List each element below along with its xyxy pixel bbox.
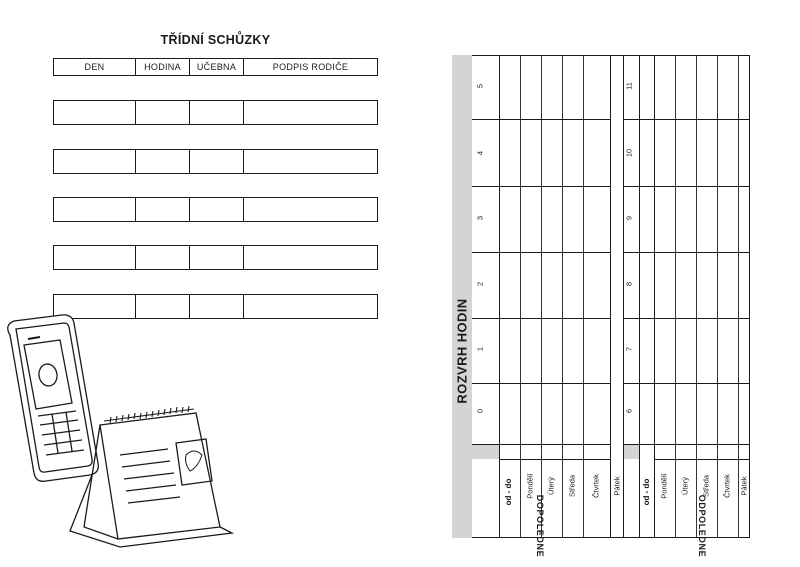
meetings-cell-hour[interactable] (136, 246, 190, 269)
meetings-cell-signature[interactable] (244, 101, 377, 124)
meetings-entry-row[interactable] (53, 197, 378, 222)
timetable-grid (472, 55, 750, 558)
afternoon-day-wednesday: Středa (701, 474, 711, 498)
morning-day-thursday: Čtvrtek (591, 474, 601, 498)
morning-period-4: 4 (475, 150, 485, 156)
afternoon-day-monday: Pondělí (659, 473, 669, 499)
meetings-col-parent-signature: PODPIS RODIČE (272, 62, 349, 72)
morning-day-friday: Pátek (612, 476, 622, 496)
morning-day-monday: Pondělí (525, 473, 535, 499)
afternoon-od-do-label: od - do (642, 478, 651, 506)
meetings-cell-hour[interactable] (136, 101, 190, 124)
meetings-title: TŘÍDNÍ SCHŮZKY (160, 33, 271, 47)
meetings-cell-classroom[interactable] (190, 150, 244, 173)
morning-od-do-label: od - do (504, 478, 513, 506)
phone-and-calendar-illustration (0, 295, 240, 550)
afternoon-day-thursday: Čtvrtek (722, 474, 732, 498)
afternoon-period-7: 7 (624, 346, 634, 352)
afternoon-period-6: 6 (624, 408, 634, 414)
meetings-cell-classroom[interactable] (190, 246, 244, 269)
meetings-cell-day[interactable] (54, 246, 136, 269)
meetings-cell-signature[interactable] (244, 198, 377, 221)
afternoon-header-shade (623, 444, 639, 459)
morning-day-tuesday: Úterý (546, 477, 556, 495)
meetings-col-day: DEN (54, 59, 136, 75)
meetings-cell-hour[interactable] (136, 150, 190, 173)
meetings-cell-signature[interactable] (244, 150, 377, 173)
meetings-entry-row[interactable] (53, 100, 378, 125)
mobile-phone-icon (8, 315, 99, 481)
timetable-title: ROZVRH HODIN (454, 298, 470, 404)
meetings-cell-classroom[interactable] (190, 198, 244, 221)
meetings-cell-day[interactable] (54, 150, 136, 173)
morning-label: DOPOLEDNE (535, 494, 545, 558)
timetable-title-band (452, 55, 472, 538)
morning-header-shade (472, 444, 499, 459)
desk-calendar-icon (70, 406, 232, 547)
morning-period-0: 0 (475, 408, 485, 414)
afternoon-period-10: 10 (624, 148, 634, 158)
meetings-entry-row[interactable] (53, 245, 378, 270)
meetings-cell-classroom[interactable] (190, 101, 244, 124)
meetings-cell-signature[interactable] (244, 246, 377, 269)
meetings-col-classroom: UČEBNA (190, 59, 244, 75)
morning-day-wednesday: Středa (567, 474, 577, 498)
morning-period-1: 1 (475, 346, 485, 352)
afternoon-period-11: 11 (624, 82, 634, 90)
timetable (452, 55, 750, 558)
meetings-col-hour: HODINA (136, 59, 190, 75)
meetings-header-row (53, 58, 378, 76)
meetings-cell-day[interactable] (54, 101, 136, 124)
meetings-cell-day[interactable] (54, 198, 136, 221)
morning-period-5: 5 (475, 83, 485, 89)
morning-period-2: 2 (475, 281, 485, 287)
afternoon-period-8: 8 (624, 281, 634, 287)
morning-period-3: 3 (475, 215, 485, 221)
afternoon-day-tuesday: Úterý (680, 477, 690, 495)
meetings-cell-hour[interactable] (136, 198, 190, 221)
afternoon-label: ODPOLEDNE (697, 494, 707, 558)
afternoon-period-9: 9 (624, 215, 634, 221)
meetings-entry-row[interactable] (53, 149, 378, 174)
afternoon-day-friday: Pátek (739, 476, 749, 496)
meetings-cell-signature[interactable] (244, 295, 377, 318)
